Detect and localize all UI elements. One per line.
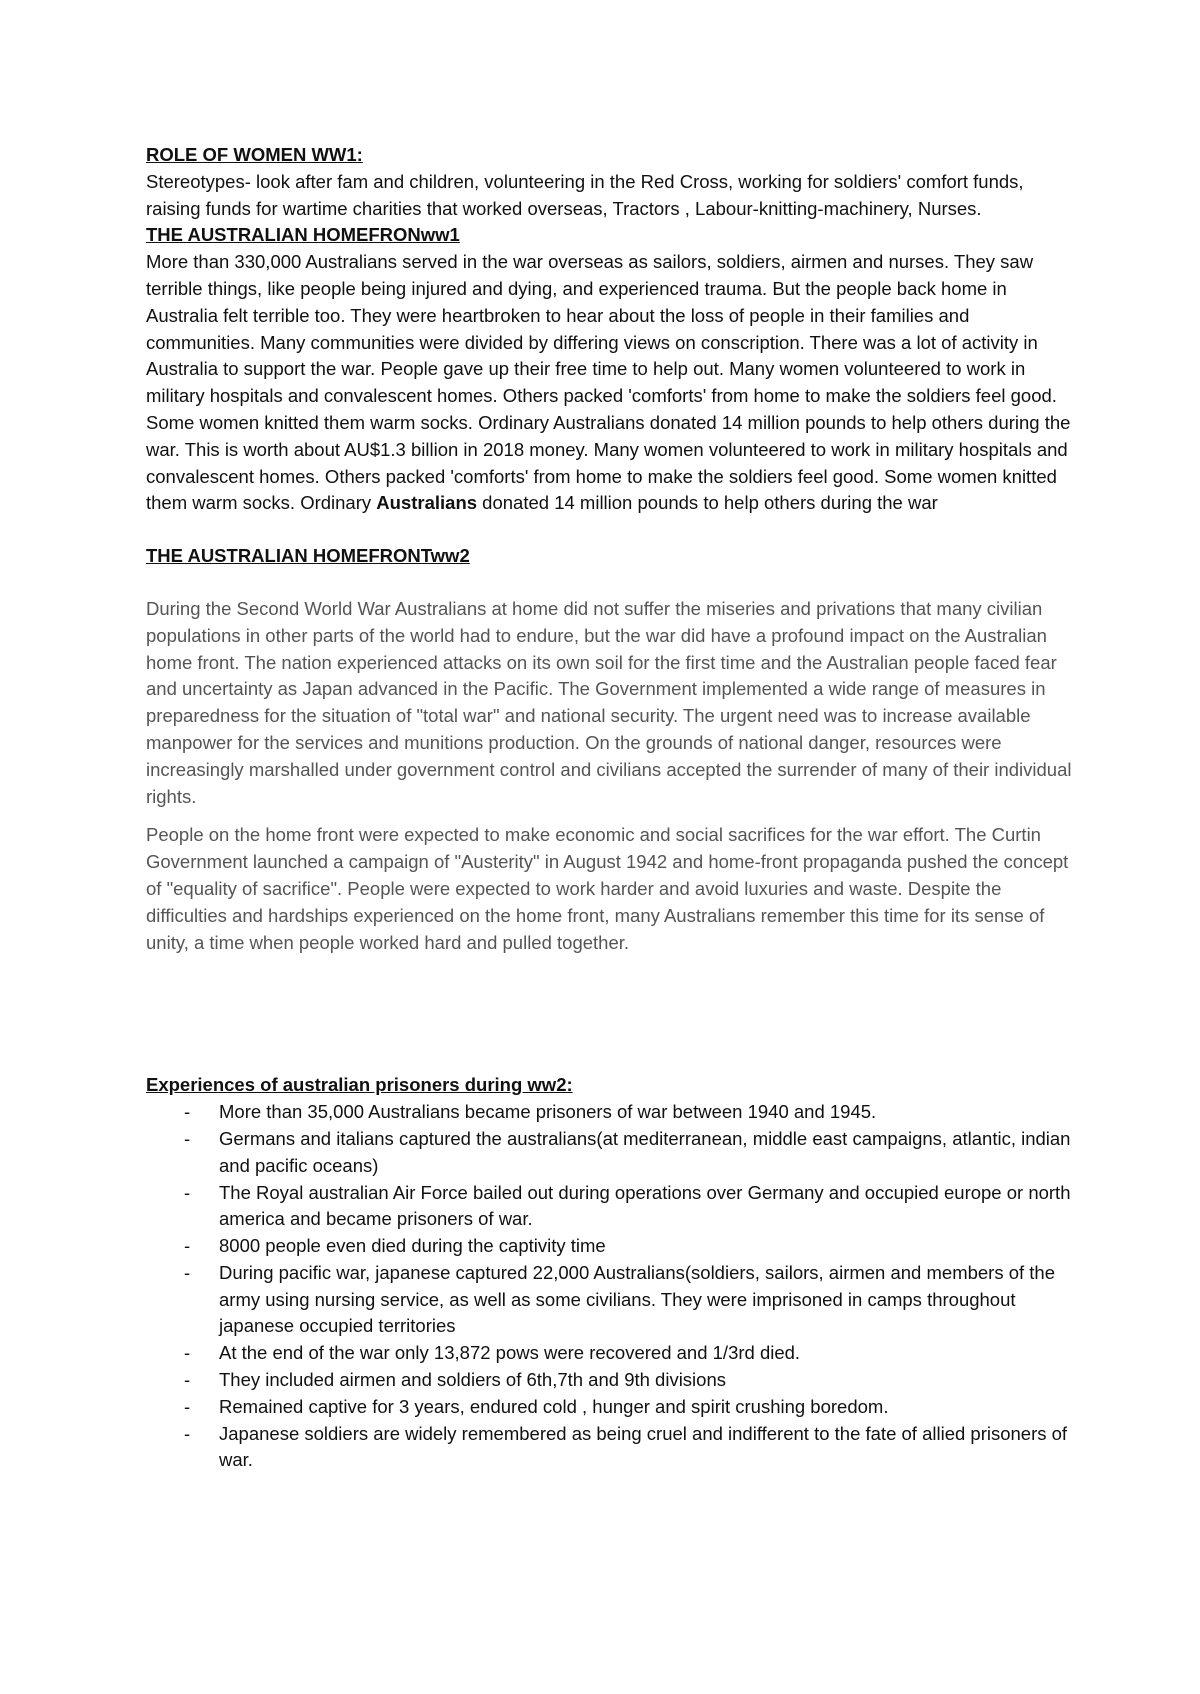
heading-homefront-ww1: THE AUSTRALIAN HOMEFRONww1: [146, 224, 460, 246]
list-item-text: They included airmen and soldiers of 6th,7th and 9th divisions: [219, 1369, 726, 1391]
dash-bullet-icon: -: [184, 1369, 191, 1391]
list-item: [146, 1340, 1076, 1367]
list-item: [146, 1394, 1076, 1421]
document-page: [146, 142, 1076, 1474]
dash-bullet-icon: -: [184, 1342, 191, 1364]
list-item-text: Germans and italians captured the australians(at mediterranean, middle east campaigns, atlantic, indian and pacific oceans): [219, 1127, 1071, 1176]
heading-homefront-ww2: THE AUSTRALIAN HOMEFRONTww2: [146, 545, 470, 567]
list-item: [146, 1260, 1076, 1340]
paragraph-role-of-women: Stereotypes- look after fam and children, volunteering in the Red Cross, working for soldiers' comfort funds, raising funds for wartime charities that worked overseas, Tractors , Labour-knitting-machinery, Nurses.: [146, 170, 1024, 219]
paragraph-homefront-ww1: [146, 249, 1076, 517]
dash-bullet-icon: -: [184, 1261, 191, 1283]
prisoners-list: [146, 1099, 1076, 1474]
dash-bullet-icon: -: [184, 1395, 191, 1417]
list-item-text: During pacific war, japanese captured 22,000 Australians(soldiers, sailors, airmen and members of the army using nursing service, as well as some civilians. They were imprisoned in camps throughout japanese occupied territories: [219, 1261, 1056, 1337]
dash-bullet-icon: -: [184, 1235, 191, 1257]
paragraph-homefront-ww1-text: More than 330,000 Australians served in the war overseas as sailors, soldiers, airmen and nurses. They saw terrible things, like people being injured and dying, and experienced trauma. But the people back home in Australia felt terrible too. They were heartbroken to hear about the loss of people in their families and communities. Many communities were divided by differing views on conscription. There was a lot of activity in Australia to support the war. People gave up their free time to help out. Many women volunteered to work in military hospitals and convalescent homes. Others packed 'comforts' from home to make the soldiers feel good. Some women knitted them warm socks. Ordinary Australians donated 14 million pounds to help others during the war. This is worth about AU$1.3 billion in 2018 money. Many women volunteered to work in military hospitals and convalescent homes. Others packed 'comforts' from home to make the soldiers feel good. Some women knitted them warm socks. Ordinary: [146, 251, 1071, 514]
heading-prisoners-ww2: Experiences of australian prisoners during ww2:: [146, 1074, 573, 1096]
list-item-text: 8000 people even died during the captivity time: [219, 1235, 606, 1257]
list-item: [146, 1367, 1076, 1394]
list-item: [146, 1233, 1076, 1260]
dash-bullet-icon: -: [184, 1422, 191, 1444]
list-item: [146, 1180, 1076, 1234]
heading-role-of-women: ROLE OF WOMEN WW1:: [146, 144, 363, 165]
list-item-text: Japanese soldiers are widely remembered as being cruel and indifferent to the fate of allied prisoners of war.: [219, 1422, 1068, 1471]
list-item-text: At the end of the war only 13,872 pows were recovered and 1/3rd died.: [219, 1342, 801, 1364]
paragraph-homefront-ww2-2: People on the home front were expected to make economic and social sacrifices for the war effort. The Curtin Government launched a campaign of "Austerity" in August 1942 and home-front propaganda pushed the concept of "equality of sacrifice". People were expected to work harder and avoid luxuries and waste. Despite the difficulties and hardships experienced on the home front, many Australians remember this time for its sense of unity, a time when people worked hard and pulled together.: [146, 824, 1069, 953]
list-item: [146, 1126, 1076, 1180]
dash-bullet-icon: -: [184, 1101, 191, 1123]
paragraph-homefront-ww1-end: donated 14 million pounds to help others during the war: [477, 492, 938, 514]
list-item: [146, 1099, 1076, 1126]
paragraph-homefront-ww2-1: During the Second World War Australians at home did not suffer the miseries and privations that many civilian populations in other parts of the world had to endure, but the war did have a profound impact on the Australian home front. The nation experienced attacks on its own soil for the first time and the Australian people faced fear and uncertainty as Japan advanced in the Pacific. The Government implemented a wide range of measures in preparedness for the situation of "total war" and national security. The urgent need was to increase available manpower for the services and munitions production. On the grounds of national danger, resources were increasingly marshalled under government control and civilians accepted the surrender of many of their individual rights.: [146, 597, 1072, 807]
list-item-text: The Royal australian Air Force bailed out during operations over Germany and occupied europe or north america and became prisoners of war.: [219, 1181, 1071, 1230]
list-item-text: More than 35,000 Australians became prisoners of war between 1940 and 1945.: [219, 1101, 877, 1123]
paragraph-homefront-ww1-bold: Australians: [376, 492, 478, 514]
list-item: [146, 1421, 1076, 1475]
list-item-text: Remained captive for 3 years, endured cold , hunger and spirit crushing boredom.: [219, 1395, 889, 1417]
dash-bullet-icon: -: [184, 1127, 191, 1149]
dash-bullet-icon: -: [184, 1181, 191, 1203]
